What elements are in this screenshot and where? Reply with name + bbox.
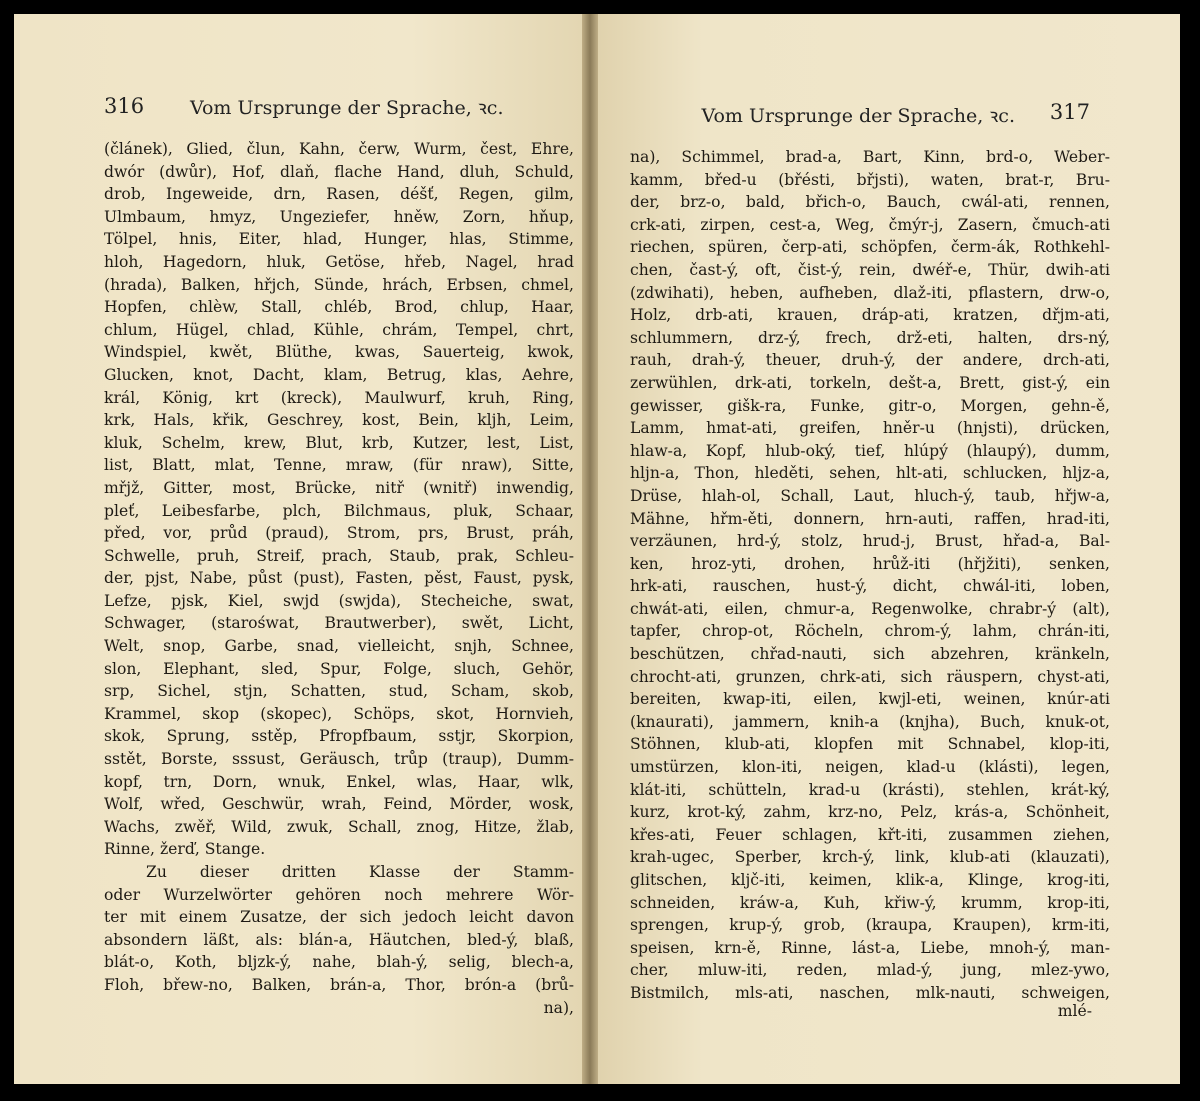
text-line: blát-o, Koth, bljzk-ý, nahe, blah-ý, selig, blech-a, xyxy=(104,953,574,972)
text-line: (hrada), Balken, hřjch, Sünde, hrách, Erbsen, chmel, xyxy=(104,275,574,294)
text-line: chen, čast-ý, oft, čist-ý, rein, dwéř-e, Thür, dwih-ati xyxy=(630,260,1110,279)
text-line: tapfer, chrop-ot, Röcheln, chrom-ý, lahm, chrán-iti, xyxy=(630,622,1110,641)
text-line: před, vor, průd (praud), Strom, prs, Brust, práh, xyxy=(104,524,574,543)
text-line: srp, Sichel, stjn, Schatten, stud, Scham, skob, xyxy=(104,682,574,701)
text-line: zerwühlen, drk-ati, torkeln, dešt-a, Brett, gist-ý, ein xyxy=(630,373,1110,392)
text-line: Drüse, hlah-ol, Schall, Laut, hluch-ý, taub, hřjw-a, xyxy=(630,486,1110,505)
text-line: na), xyxy=(543,998,574,1017)
text-line: riechen, spüren, čerp-ati, schöpfen, čerm-ák, Rothkehl- xyxy=(630,238,1110,257)
left-word-list xyxy=(104,138,574,861)
text-line: Hopfen, chlèw, Stall, chléb, Brod, chlup, Haar, xyxy=(104,298,574,317)
right-running-title: Vom Ursprunge der Sprache, ꝛc. xyxy=(701,105,1015,127)
text-line: hloh, Hagedorn, hluk, Getöse, hřeb, Nagel, hrad xyxy=(104,252,574,271)
left-page-number: 316 xyxy=(104,94,145,118)
text-line: schlummern, drz-ý, frech, drž-eti, halten, drs-ný, xyxy=(630,328,1110,347)
text-line: hrk-ati, rauschen, hust-ý, dicht, chwál-iti, loben, xyxy=(630,577,1110,596)
text-line: absondern läßt, als: blán-a, Häutchen, bled-ý, blaß, xyxy=(104,930,574,949)
text-line: Lamm, hmat-ati, greifen, hněr-u (hnjsti), drücken, xyxy=(630,419,1110,438)
text-line: skok, Sprung, sstěp, Pfropfbaum, sstjr, Skorpion, xyxy=(104,727,574,746)
text-line: Windspiel, kwět, Blüthe, kwas, Sauerteig, kwok, xyxy=(104,343,574,362)
text-line: der, brz-o, bald, břich-o, Bauch, cwál-ati, rennen, xyxy=(630,193,1110,212)
text-line: Welt, snop, Garbe, snad, vielleicht, snjh, Schnee, xyxy=(104,637,574,656)
text-line: rauh, drah-ý, theuer, druh-ý, der andere, drch-ati, xyxy=(630,351,1110,370)
text-line: dwór (dwůr), Hof, dlaň, flache Hand, dluh, Schuld, xyxy=(104,162,574,181)
text-line: král, König, krt (kreck), Maulwurf, kruh, Ring, xyxy=(104,388,574,407)
right-word-list xyxy=(630,146,1110,1005)
text-line: kopf, trn, Dorn, wnuk, Enkel, wlas, Haar, wlk, xyxy=(104,772,574,791)
text-line: sstět, Borste, sssust, Geräusch, trůp (traup), Dumm- xyxy=(104,750,574,769)
text-line: Mähne, hřm-ěti, donnern, hrn-auti, raffen, hrad-iti, xyxy=(630,509,1110,528)
text-line: ken, hroz-yti, drohen, hrůž-iti (hřjžiti), senken, xyxy=(630,554,1110,573)
text-line: bereiten, kwap-iti, eilen, kwjl-eti, weinen, knúr-ati xyxy=(630,690,1110,709)
catchword: mlé- xyxy=(1057,1002,1092,1020)
text-line: Schwager, (starośwat, Brautwerber), swět, Licht, xyxy=(104,614,574,633)
text-line: mřjž, Gitter, most, Brücke, nitř (wnitř) inwendig, xyxy=(104,478,574,497)
text-line: kamm, břed-u (břésti, břjsti), waten, brat-r, Bru- xyxy=(630,170,1110,189)
text-line: cher, mluw-iti, reden, mlad-ý, jung, mlez-ywo, xyxy=(630,961,1110,980)
text-line: verzäunen, hrd-ý, stolz, hrud-j, Brust, hřad-a, Bal- xyxy=(630,532,1110,551)
text-line: Tölpel, hnis, Eiter, hlad, Hunger, hlas, Stimme, xyxy=(104,230,574,249)
text-line: slon, Elephant, sled, Spur, Folge, sluch, Gehör, xyxy=(104,659,574,678)
text-line: pleť, Leibesfarbe, plch, Bilchmaus, pluk, Schaar, xyxy=(104,501,574,520)
text-line: Rinne, žerď, Stange. xyxy=(104,840,266,859)
text-line: gewisser, gišk-ra, Funke, gitr-o, Morgen, gehn-ě, xyxy=(630,396,1110,415)
text-line: na), Schimmel, brad-a, Bart, Kinn, brd-o, Weber- xyxy=(630,148,1110,166)
book-gutter xyxy=(582,14,598,1084)
text-line: umstürzen, klon-iti, neigen, klad-u (klásti), legen, xyxy=(630,758,1110,777)
left-paragraph-2 xyxy=(104,861,574,1019)
text-line: glitschen, kljč-iti, keimen, klik-a, Klinge, krog-iti, xyxy=(630,871,1110,889)
text-line: krah-ugec, Sperber, krch-ý, link, klub-ati (klauzati), xyxy=(630,848,1110,867)
text-line: (knaurati), jammern, knih-a (knjha), Buch, knuk-ot, xyxy=(630,712,1110,731)
right-page-number: 317 xyxy=(1049,100,1090,124)
text-line: kurz, krot-ký, zahm, krz-no, Pelz, krás-a, Schönheit, xyxy=(630,803,1110,822)
text-line: (článek), Glied, člun, Kahn, čerw, Wurm, čest, Ehre, xyxy=(104,140,574,158)
text-line: Floh, břew-no, Balken, brán-a, Thor, brón-a (brů- xyxy=(104,975,574,994)
left-running-title: Vom Ursprunge der Sprache, ꝛc. xyxy=(190,97,504,119)
text-line: hljn-a, Thon, hleděti, sehen, hlt-ati, schlucken, hljz-a, xyxy=(630,464,1110,483)
text-line: křes-ati, Feuer schlagen, křt-iti, zusammen ziehen, xyxy=(630,825,1110,844)
text-line: krk, Hals, křik, Geschrey, kost, Bein, kljh, Leim, xyxy=(104,411,574,430)
text-line: Zu dieser dritten Klasse der Stamm- xyxy=(146,863,574,881)
text-line: Holz, drb-ati, krauen, dráp-ati, kratzen, dřjm-ati, xyxy=(630,306,1110,325)
left-page-text xyxy=(104,138,574,1019)
text-line: Wolf, wřed, Geschwür, wrah, Feind, Mörder, wosk, xyxy=(104,795,574,814)
text-line: (zdwihati), heben, aufheben, dlaž-iti, pflastern, drw-o, xyxy=(630,283,1110,302)
text-line: ter mit einem Zusatze, der sich jedoch leicht davon xyxy=(104,908,574,927)
text-line: schneiden, kráw-a, Kuh, křiw-ý, krumm, krop-iti, xyxy=(630,893,1110,912)
text-line: Lefze, pjsk, Kiel, swjd (swjda), Stecheiche, swat, xyxy=(104,591,574,610)
text-line: hlaw-a, Kopf, hlub-oký, tief, hlúpý (hlaupý), dumm, xyxy=(630,441,1110,460)
text-line: Ulmbaum, hmyz, Ungeziefer, hněw, Zorn, hňup, xyxy=(104,207,574,226)
text-line: Wachs, zwěř, Wild, zwuk, Schall, znog, Hitze, žlab, xyxy=(104,817,574,836)
text-line: chrocht-ati, grunzen, chrk-ati, sich räuspern, chyst-ati, xyxy=(630,667,1110,686)
text-line: beschützen, chřad-nauti, sich abzehren, kränkeln, xyxy=(630,645,1110,664)
text-line: Stöhnen, klub-ati, klopfen mit Schnabel, klop-iti, xyxy=(630,735,1110,754)
text-line: kluk, Schelm, krew, Blut, krb, Kutzer, lest, List, xyxy=(104,433,574,452)
text-line: Glucken, knot, Dacht, klam, Betrug, klas, Aehre, xyxy=(104,365,574,384)
right-page xyxy=(598,14,1180,1084)
text-line: oder Wurzelwörter gehören noch mehrere Wör- xyxy=(104,885,574,904)
text-line: Bistmilch, mls-ati, naschen, mlk-nauti, schweigen, xyxy=(630,983,1110,1002)
right-page-header xyxy=(598,94,1090,126)
text-line: sprengen, krup-ý, grob, (kraupa, Kraupen), krm-iti, xyxy=(630,916,1110,935)
text-line: Krammel, skop (skopec), Schöps, skot, Hornvieh, xyxy=(104,704,574,723)
text-line: crk-ati, zirpen, cest-a, Weg, čmýr-j, Zasern, čmuch-ati xyxy=(630,215,1110,234)
text-line: chwát-ati, eilen, chmur-a, Regenwolke, chrabr-ý (alt), xyxy=(630,599,1110,618)
text-line: drob, Ingeweide, drn, Rasen, déšť, Regen, gilm, xyxy=(104,185,574,204)
text-line: Schwelle, pruh, Streif, prach, Staub, prak, Schleu- xyxy=(104,546,574,565)
text-line: list, Blatt, mlat, Tenne, mraw, (für nraw), Sitte, xyxy=(104,456,574,475)
text-line: der, pjst, Nabe, půst (pust), Fasten, pěst, Faust, pysk, xyxy=(104,569,574,588)
left-page xyxy=(14,14,582,1084)
right-page-text xyxy=(630,146,1110,1005)
text-line: klát-iti, schütteln, krad-u (krásti), stehlen, krát-ký, xyxy=(630,780,1110,799)
text-line: chlum, Hügel, chlad, Kühle, chrám, Tempel, chrt, xyxy=(104,320,574,339)
text-line: speisen, krn-ě, Rinne, lást-a, Liebe, mnoh-ý, man- xyxy=(630,938,1110,957)
